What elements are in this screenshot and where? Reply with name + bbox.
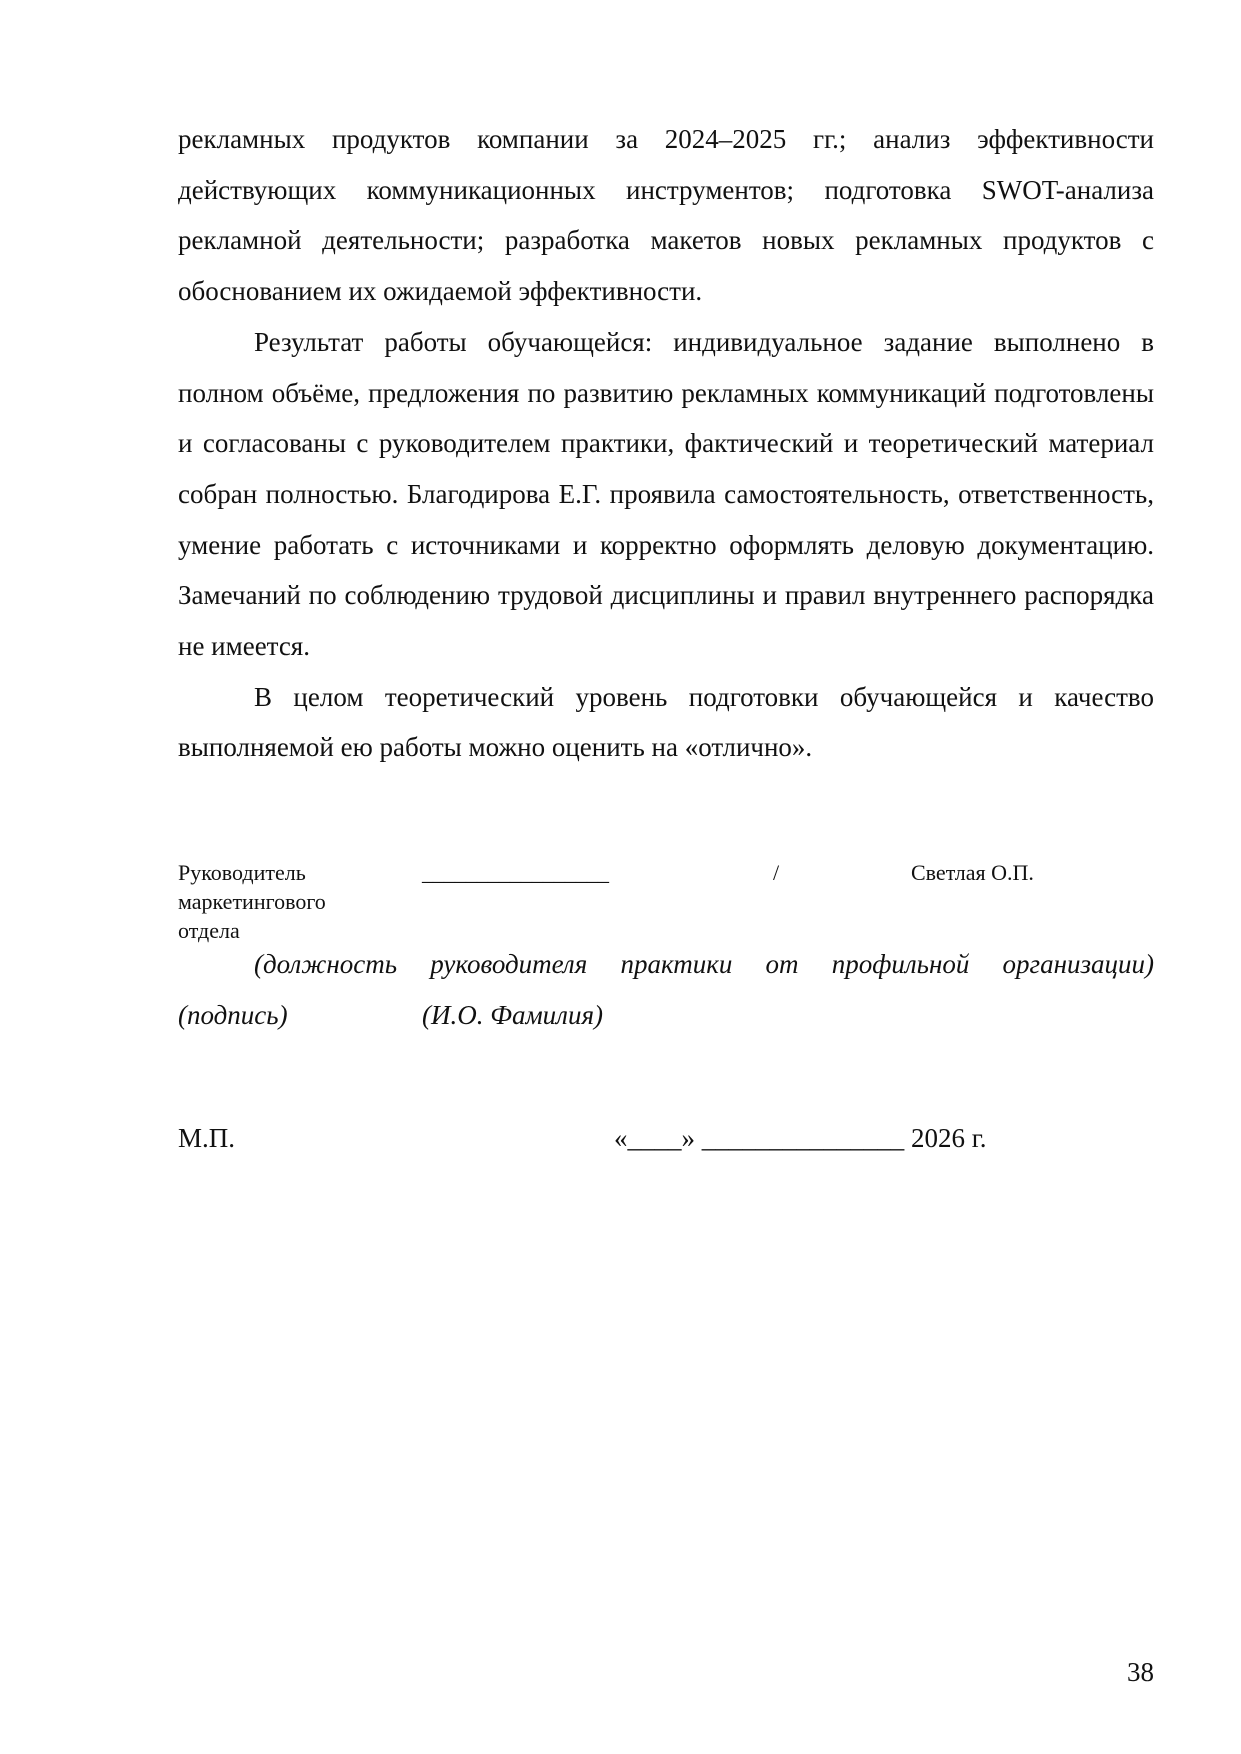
paragraph-result: Результат работы обучающейся: индивидуальное задание выполнено в полном объёме, предложения по развитию рекламных коммуникаций подготовлены и согласованы с руководителем практики, фактический и теоретический материал собран полностью. Благодирова Е.Г. проявила самостоятельность, ответственность, умение работать с источниками и корректно оформлять деловую документацию. Замечаний по соблюдению трудовой дисциплины и правил внутреннего распорядка не имеется. xyxy=(178,326,1154,662)
signature-line: _________________ xyxy=(422,860,609,885)
signature-caption: (подпись) xyxy=(178,1000,288,1030)
signer-name: Светлая О.П. xyxy=(911,860,1034,885)
paragraph-continuation: рекламных продуктов компании за 2024–2025 гг.; анализ эффективности действующих коммуникационных инструментов; подготовка SWOT-анализа рекламной деятельности; разработка макетов новых рекламных продуктов с обоснованием их ожидаемой эффективности. xyxy=(178,124,1154,307)
name-caption: (И.О. Фамилия) xyxy=(422,1000,603,1030)
date-line: «____» _______________ 2026 г. xyxy=(614,1123,987,1153)
stamp-label: М.П. xyxy=(178,1123,236,1153)
position-caption: (должность руководителя практики от профильной организации) xyxy=(254,949,1154,979)
page-number: 38 xyxy=(1127,1657,1154,1687)
signer-position: Руководитель маркетингового отдела xyxy=(178,860,326,943)
paragraph-conclusion: В целом теоретический уровень подготовки обучающейся и качество выполняемой ею работы можно оценить на «отлично». xyxy=(178,681,1154,763)
body-text xyxy=(178,114,1154,773)
signature-block xyxy=(178,858,1154,948)
signature-separator: / xyxy=(773,860,780,885)
